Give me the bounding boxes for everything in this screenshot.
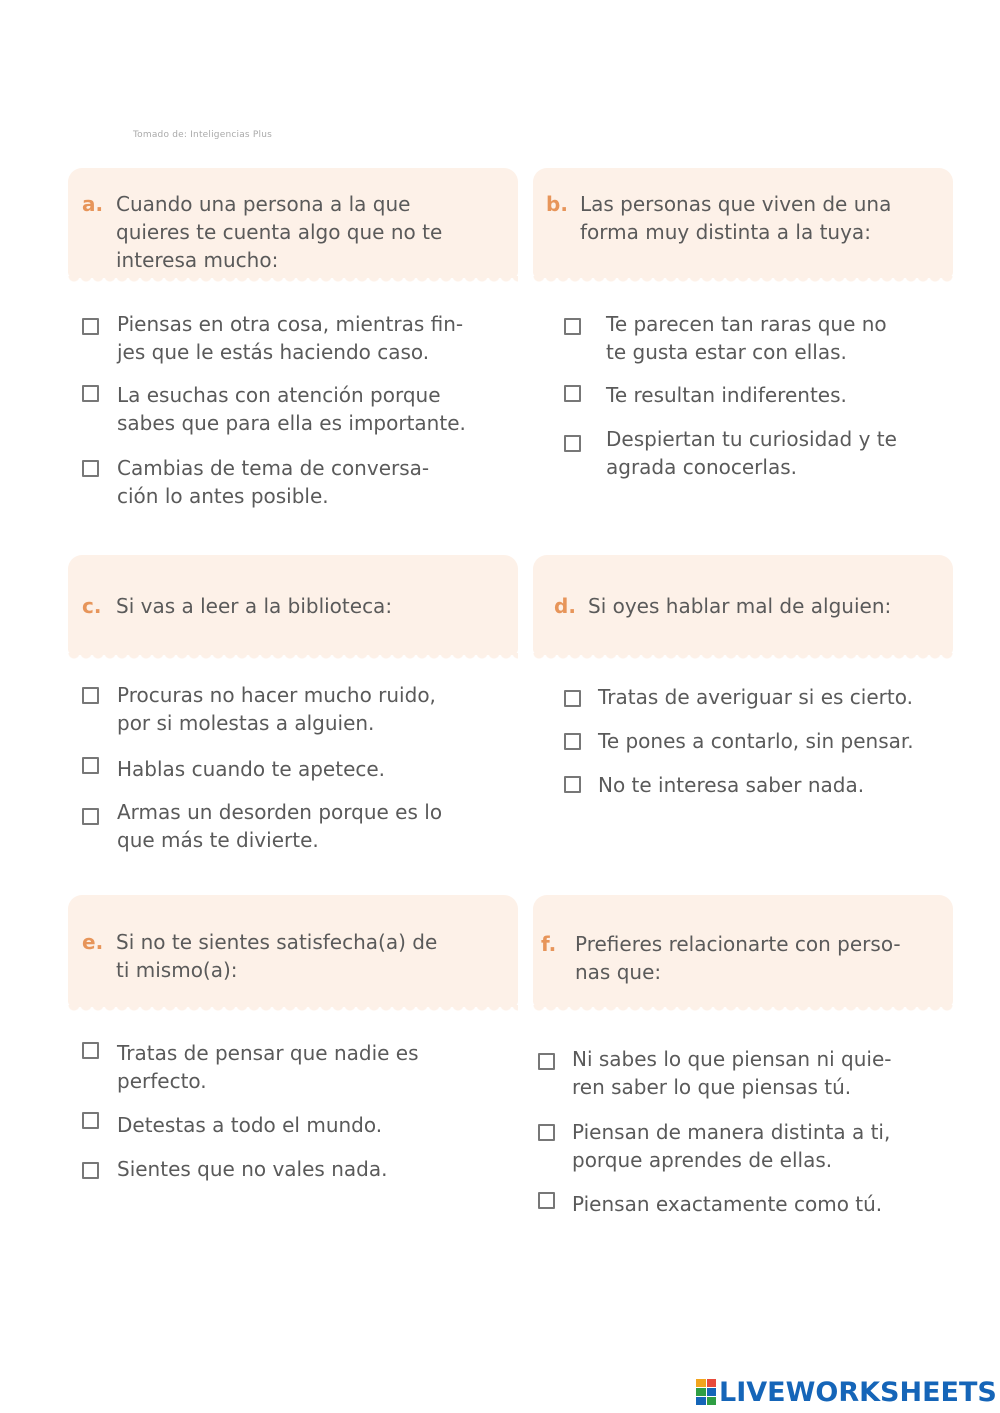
option-line: Piensan exactamente como tú. (572, 1192, 883, 1216)
question-line: interesa mucho: (116, 248, 279, 272)
option-line: Despiertan tu curiosidad y te (606, 427, 897, 451)
checkbox-c-3[interactable] (82, 808, 99, 825)
checkbox-a-3[interactable] (82, 460, 99, 477)
question-b (546, 190, 892, 246)
liveworksheets-logo-icon (696, 1379, 716, 1405)
question-e (82, 928, 438, 984)
option-line: Ni sabes lo que piensan ni quie- (572, 1047, 892, 1071)
checkbox-f-2[interactable] (538, 1124, 555, 1141)
question-letter: a. (82, 192, 104, 216)
option-line: Tratas de averiguar si es cierto. (598, 685, 913, 709)
question-line: Cuando una persona a la que (116, 192, 411, 216)
option-line: porque aprendes de ellas. (572, 1148, 833, 1172)
checkbox-a-1[interactable] (82, 318, 99, 335)
checkbox-e-3[interactable] (82, 1162, 99, 1179)
checkbox-b-2[interactable] (564, 385, 581, 402)
option-e-1 (117, 1039, 419, 1095)
checkbox-d-2[interactable] (564, 733, 581, 750)
question-d (554, 592, 892, 620)
question-line: nas que: (575, 960, 662, 984)
option-line: Te pones a contarlo, sin pensar. (598, 729, 914, 753)
question-line: ti mismo(a): (116, 958, 238, 982)
option-a-3 (117, 454, 429, 510)
option-line: Detestas a todo el mundo. (117, 1113, 383, 1137)
option-line: Hablas cuando te apetece. (117, 757, 386, 781)
option-c-3 (117, 798, 442, 854)
option-line: perfecto. (117, 1069, 207, 1093)
option-c-1 (117, 681, 436, 737)
option-line: Tratas de pensar que nadie es (117, 1041, 419, 1065)
question-line: forma muy distinta a la tuya: (580, 220, 871, 244)
option-line: Procuras no hacer mucho ruido, (117, 683, 436, 707)
checkbox-e-1[interactable] (82, 1042, 99, 1059)
option-a-2 (117, 381, 466, 437)
question-letter: b. (546, 192, 568, 216)
question-letter: d. (554, 594, 576, 618)
option-line: Piensas en otra cosa, mientras fin- (117, 312, 464, 336)
option-f-3 (572, 1190, 882, 1218)
option-b-3 (606, 425, 897, 481)
option-e-3 (117, 1155, 387, 1183)
option-b-2 (606, 381, 847, 409)
option-line: agrada conocerlas. (606, 455, 797, 479)
source-note: Tomado de: Inteligencias Plus (133, 130, 272, 140)
option-line: Te resultan indiferentes. (606, 383, 847, 407)
option-d-3 (598, 771, 864, 799)
option-line: jes que le estás haciendo caso. (117, 340, 430, 364)
option-f-1 (572, 1045, 892, 1101)
option-line: por si molestas a alguien. (117, 711, 375, 735)
question-c (82, 592, 393, 620)
option-line: que más te divierte. (117, 828, 319, 852)
checkbox-b-1[interactable] (564, 318, 581, 335)
option-line: Armas un desorden porque es lo (117, 800, 443, 824)
question-a (82, 190, 443, 274)
checkbox-b-3[interactable] (564, 435, 581, 452)
option-line: sabes que para ella es importante. (117, 411, 466, 435)
question-line: Prefieres relacionarte con perso- (575, 932, 901, 956)
checkbox-f-3[interactable] (538, 1192, 555, 1209)
option-d-1 (598, 683, 913, 711)
option-d-2 (598, 727, 914, 755)
question-line: quieres te cuenta algo que no te (116, 220, 443, 244)
option-line: Piensan de manera distinta a ti, (572, 1120, 891, 1144)
checkbox-c-2[interactable] (82, 757, 99, 774)
question-f (541, 930, 901, 986)
question-letter: c. (82, 594, 102, 618)
option-f-2 (572, 1118, 890, 1174)
option-c-2 (117, 755, 385, 783)
option-e-2 (117, 1111, 382, 1139)
option-line: Te parecen tan raras que no (606, 312, 887, 336)
checkbox-c-1[interactable] (82, 687, 99, 704)
checkbox-e-2[interactable] (82, 1112, 99, 1129)
checkbox-d-1[interactable] (564, 690, 581, 707)
liveworksheets-logo[interactable] (696, 1375, 997, 1409)
option-line: ción lo antes posible. (117, 484, 329, 508)
checkbox-a-2[interactable] (82, 385, 99, 402)
checkbox-f-1[interactable] (538, 1053, 555, 1070)
option-line: ren saber lo que piensas tú. (572, 1075, 852, 1099)
option-line: La esuchas con atención porque (117, 383, 441, 407)
question-line: Si vas a leer a la biblioteca: (116, 594, 393, 618)
liveworksheets-logo-text: LIVEWORKSHEETS (719, 1376, 997, 1408)
option-line: Cambias de tema de conversa- (117, 456, 430, 480)
question-letter: e. (82, 930, 104, 954)
question-letter: f. (541, 932, 557, 956)
question-line: Si no te sientes satisfecha(a) de (116, 930, 438, 954)
option-line: te gusta estar con ellas. (606, 340, 847, 364)
option-a-1 (117, 310, 463, 366)
option-line: Sientes que no vales nada. (117, 1157, 388, 1181)
question-line: Las personas que viven de una (580, 192, 892, 216)
option-line: No te interesa saber nada. (598, 773, 865, 797)
checkbox-d-3[interactable] (564, 776, 581, 793)
question-line: Si oyes hablar mal de alguien: (588, 594, 892, 618)
option-b-1 (606, 310, 887, 366)
